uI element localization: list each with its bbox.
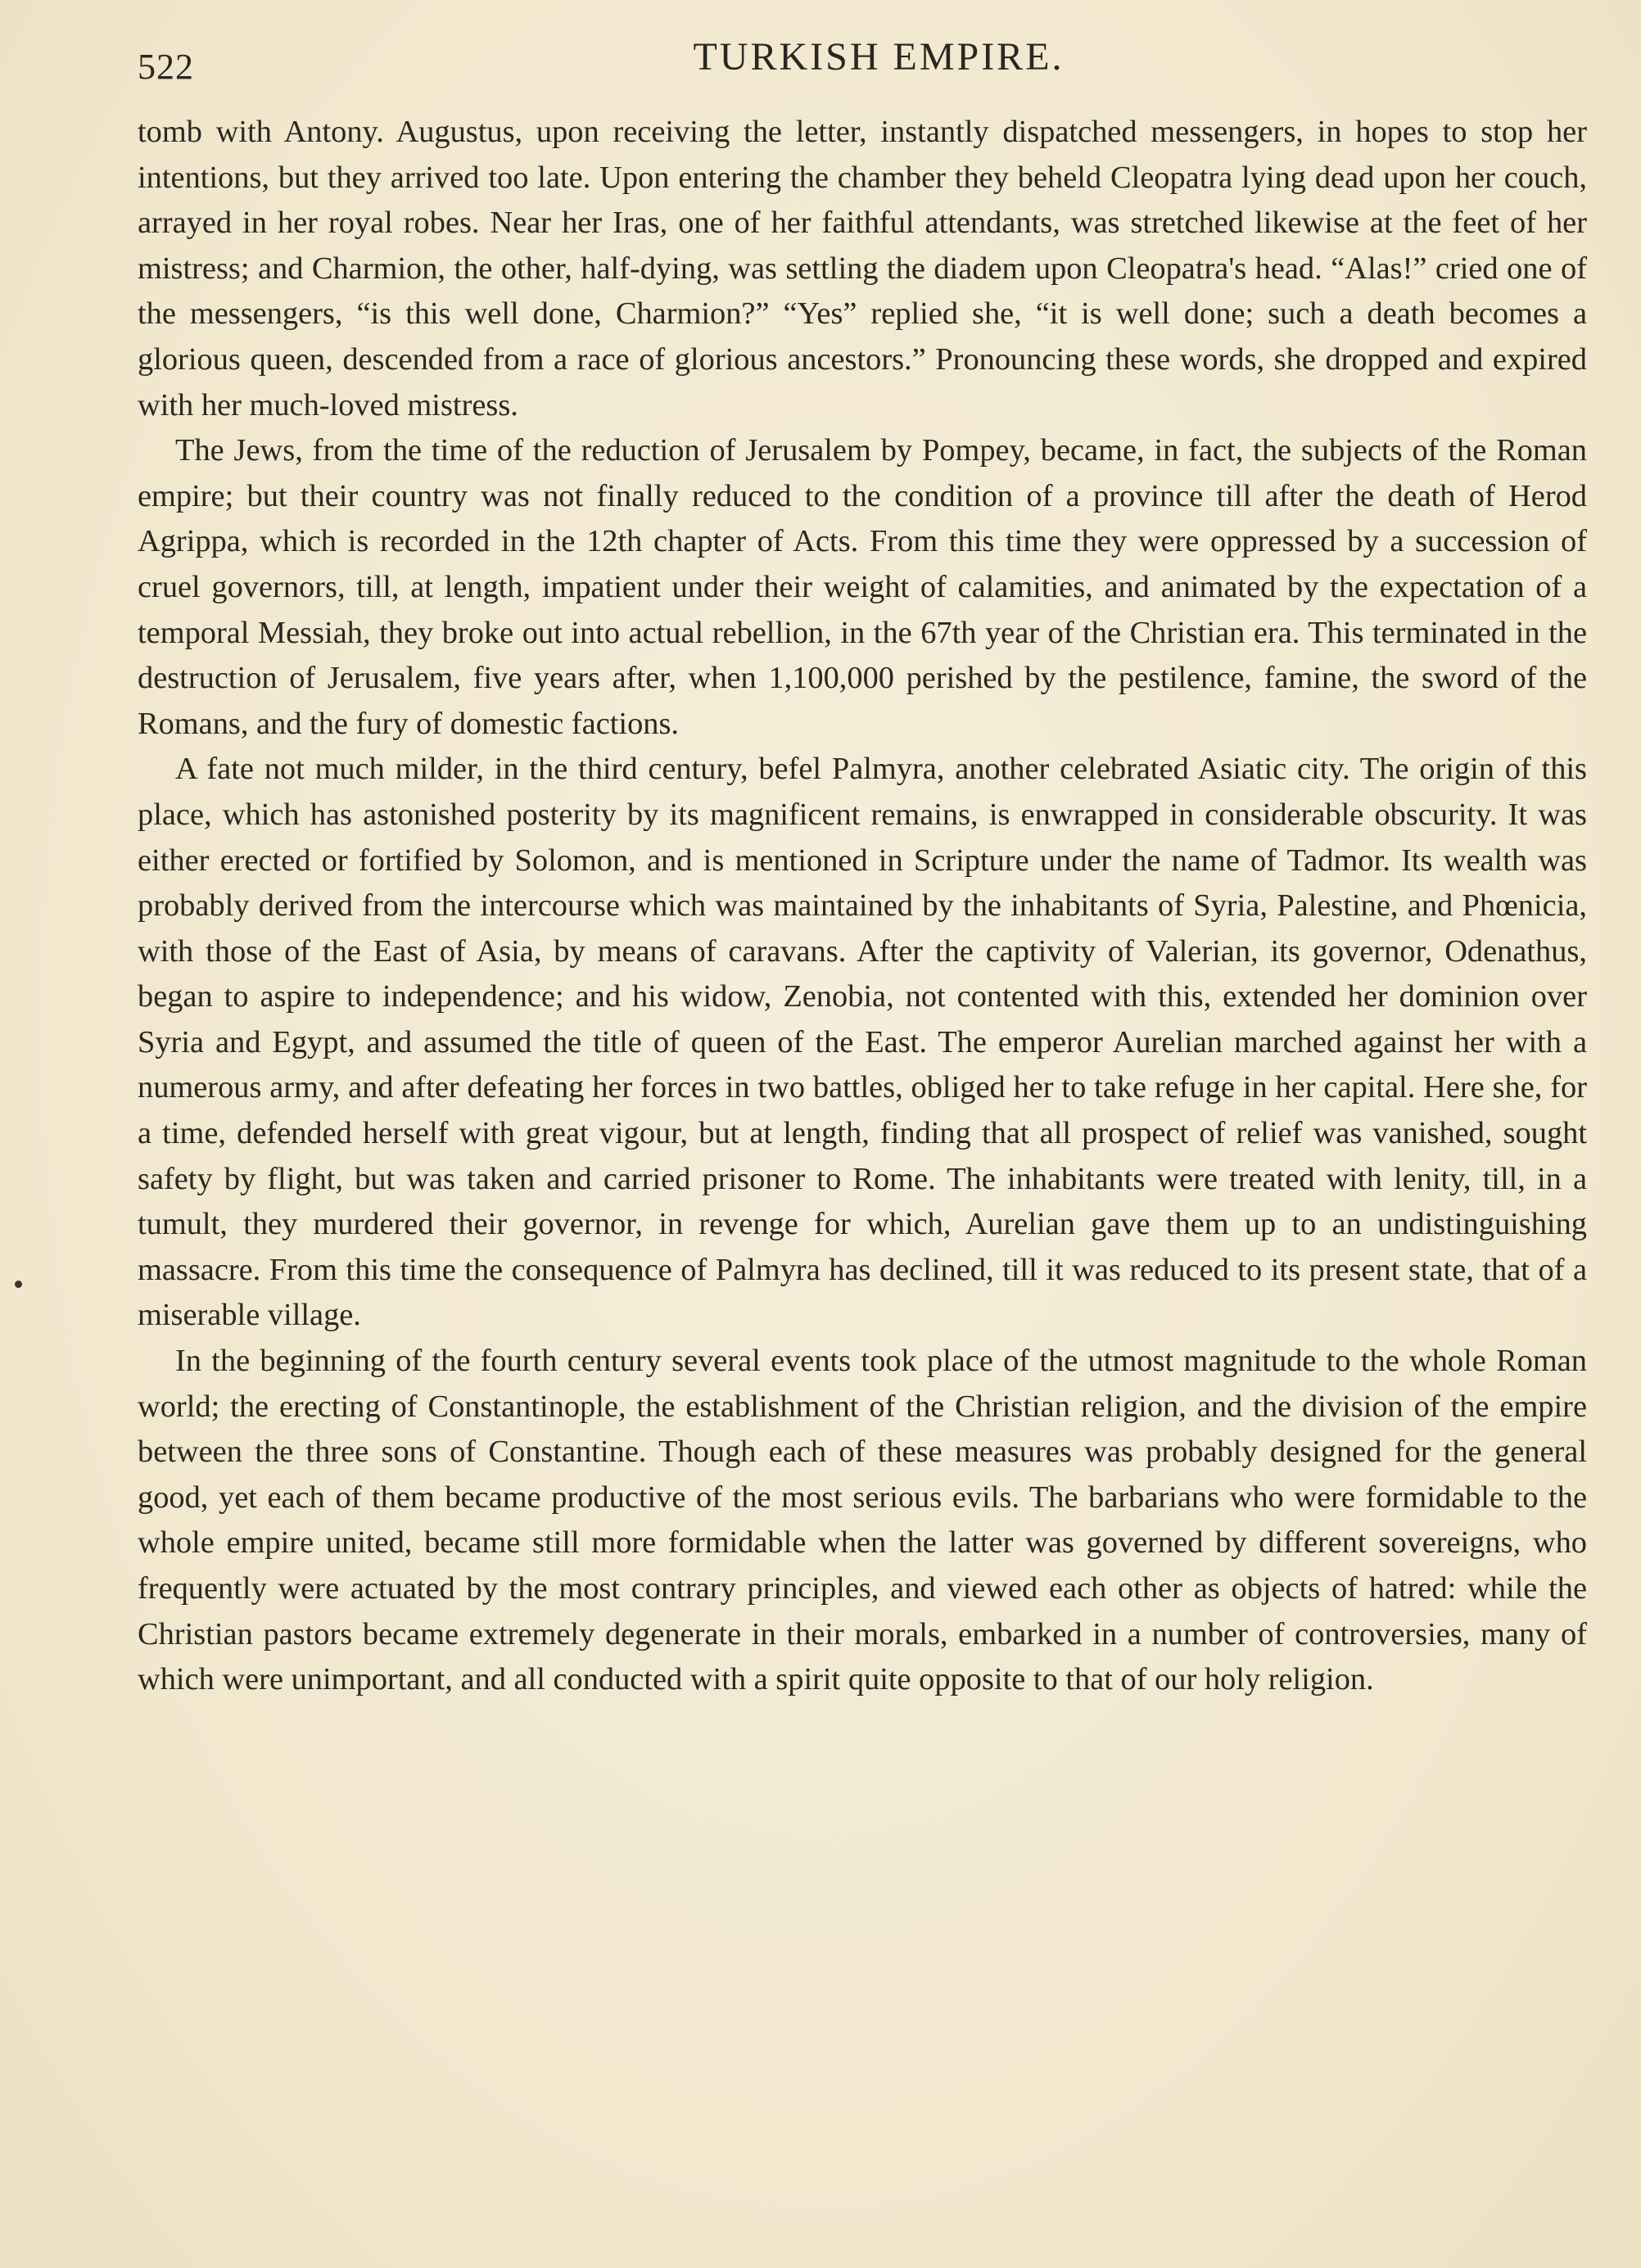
- page-header: [138, 34, 1587, 92]
- ink-speck: [15, 1281, 22, 1288]
- paragraph-cleopatra: tomb with Antony. Augustus, upon receiving the letter, instantly dispatched messengers, in hopes to stop her intentions, but they arrived too late. Upon entering the chamber they beheld Cleopatra lying dead upon her couch, arrayed in her royal robes. Near her Iras, one of her faithful attendants, was stretched likewise at the feet of her mistress; and Charmion, the other, half-dying, was settling the diadem upon Cleopatra's head. “Alas!” cried one of the messengers, “is this well done, Charmion?” “Yes” replied she, “it is well done; such a death becomes a glorious queen, descended from a race of glorious ancestors.” Pronouncing these words, she dropped and expired with her much-loved mistress.: [138, 115, 1587, 422]
- paragraph-jews: The Jews, from the time of the reduction of Jerusalem by Pompey, became, in fact, the subjects of the Roman empire; but their country was not finally reduced to the condition of a province till after the death of Herod Agrippa, which is recorded in the 12th chapter of Acts. From this time they were oppressed by a succession of cruel governors, till, at length, impatient under their weight of calamities, and animated by the expectation of a temporal Messiah, they broke out into actual rebellion, in the 67th year of the Christian era. This terminated in the destruction of Jerusalem, five years after, when 1,100,000 perished by the pestilence, famine, the sword of the Romans, and the fury of domestic factions.: [138, 433, 1587, 741]
- body-text: [138, 110, 1587, 1703]
- paragraph-palmyra: A fate not much milder, in the third century, befel Palmyra, another celebrated Asiatic city. The origin of this place, which has astonished posterity by its magnificent remains, is enwrapped in considerable obscurity. It was either erected or fortified by Solomon, and is mentioned in Scripture under the name of Tadmor. Its wealth was probably derived from the intercourse which was maintained by the inhabitants of Syria, Palestine, and Phœnicia, with those of the East of Asia, by means of caravans. After the captivity of Valerian, its governor, Odenathus, began to aspire to independence; and his widow, Zenobia, not contented with this, extended her dominion over Syria and Egypt, and assumed the title of queen of the East. The emperor Aurelian marched against her with a numerous army, and after defeating her forces in two battles, obliged her to take refuge in her capital. Here she, for a time, defended herself with great vigour, but at length, finding that all prospect of relief was vanished, sought safety by flight, but was taken and carried prisoner to Rome. The inhabitants were treated with lenity, till, in a tumult, they murdered their governor, in revenge for which, Aurelian gave them up to an undistinguishing massacre. From this time the consequence of Palmyra has declined, till it was reduced to its present state, that of a miserable village.: [138, 752, 1587, 1333]
- page-number: 522: [138, 47, 194, 87]
- paragraph-fourth-century: In the beginning of the fourth century several events took place of the utmost magnitude to the whole Roman world; the erecting of Constantinople, the establishment of the Christian religion, and the division of the empire between the three sons of Constantine. Though each of these measures was probably designed for the general good, yet each of them became productive of the most serious evils. The barbarians who were formidable to the whole empire united, became still more formidable when the latter was governed by different sovereigns, who frequently were actuated by the most contrary principles, and viewed each other as objects of hatred: while the Christian pastors became extremely degenerate in their morals, embarked in a number of controversies, many of which were unimportant, and all conducted with a spirit quite opposite to that of our holy religion.: [138, 1344, 1587, 1697]
- running-head: TURKISH EMPIRE.: [693, 35, 1065, 79]
